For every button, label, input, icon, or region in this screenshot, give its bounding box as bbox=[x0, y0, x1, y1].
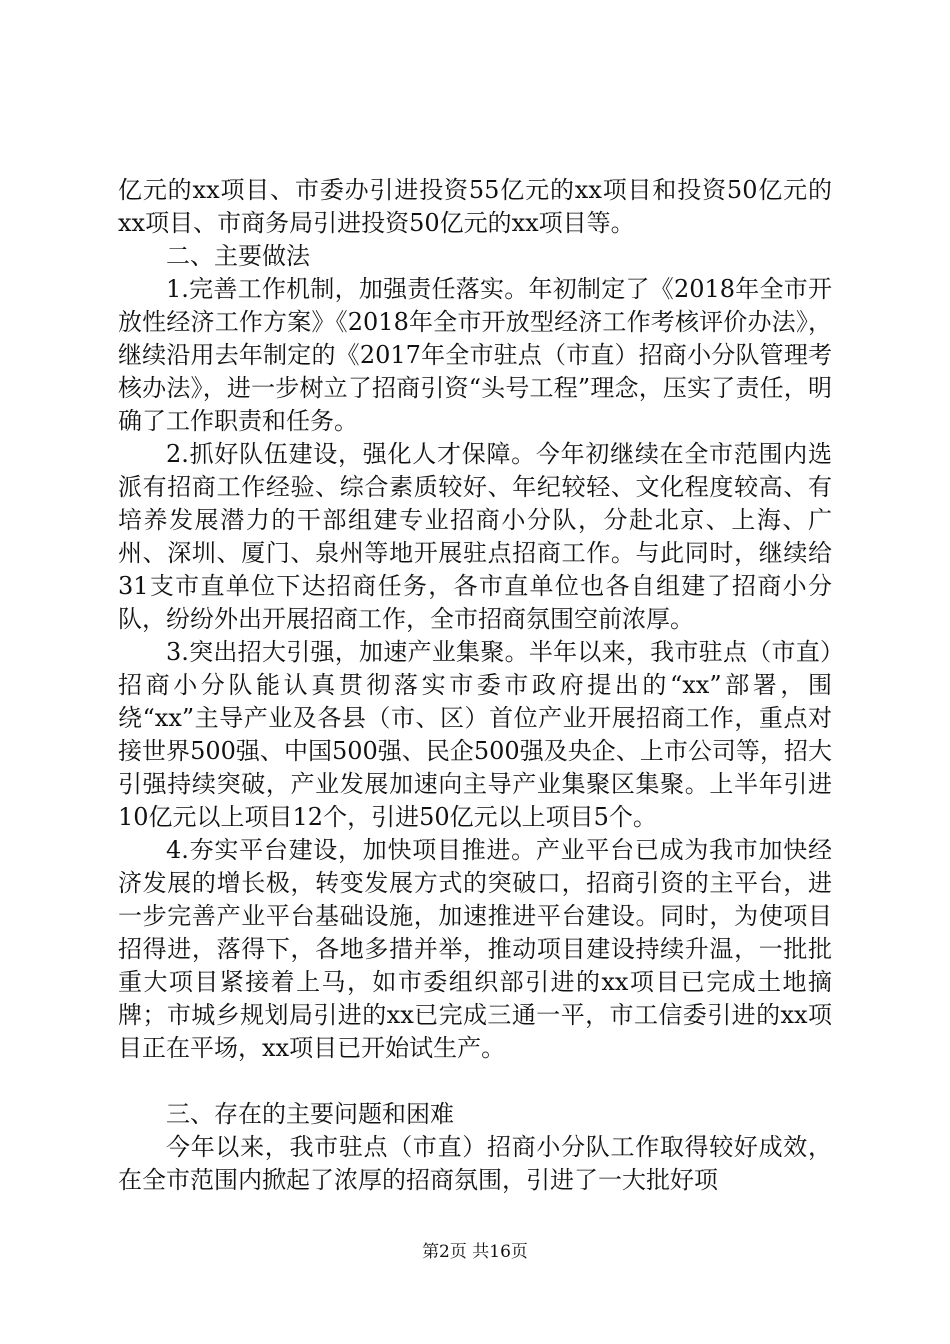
document-body bbox=[118, 174, 832, 1197]
section-heading-problems: 三、存在的主要问题和困难 bbox=[166, 1100, 454, 1128]
paragraph-platform-construction: 4.夯实平台建设，加快项目推进。产业平台已成为我市加快经济发展的增长极，转变发展方式的突破口，招商引资的主平台，进一步完善产业平台基础设施，加速推进平台建设。同时，为使项目招得进，落得下，各地多措并举，推动项目建设持续升温，一批批重大项目紧接着上马，如市委组织部引进的xx项目已完成土地摘牌；市城乡规划局引进的xx已完成三通一平，市工信委引进的xx项目正在平场，xx项目已开始试生产。 bbox=[118, 836, 832, 1062]
section-heading-main-practices: 二、主要做法 bbox=[166, 242, 310, 270]
paragraph-problems-intro: 今年以来，我市驻点（市直）招商小分队工作取得较好成效，在全市范围内掀起了浓厚的招商氛围，引进了一大批好项 bbox=[118, 1133, 832, 1194]
paragraph-industry-cluster: 3.突出招大引强，加速产业集聚。半年以来，我市驻点（市直）招商小分队能认真贯彻落实市委市政府提出的“xx”部署，围绕“xx”主导产业及各县（市、区）首位产业开展招商工作，重点对接世界500强、中国500强、民企500强及央企、上市公司等，招大引强持续突破，产业发展加速向主导产业集聚区集聚。上半年引进10亿元以上项目12个，引进50亿元以上项目5个。 bbox=[118, 638, 832, 831]
paragraph-team-building: 2.抓好队伍建设，强化人才保障。今年初继续在全市范围内选派有招商工作经验、综合素质较好、年纪较轻、文化程度较高、有培养发展潜力的干部组建专业招商小分队，分赴北京、上海、广州、深圳、厦门、泉州等地开展驻点招商工作。与此同时，继续给31支市直单位下达招商任务，各市直单位也各自组建了招商小分队，纷纷外出开展招商工作，全市招商氛围空前浓厚。 bbox=[118, 440, 832, 633]
page-footer: 第2页 共16页 bbox=[422, 1242, 528, 1262]
paragraph-work-mechanism: 1.完善工作机制，加强责任落实。年初制定了《2018年全市开放性经济工作方案》《2018年全市开放型经济工作考核评价办法》，继续沿用去年制定的《2017年全市驻点（市直）招商小分队管理考核办法》，进一步树立了招商引资“头号工程”理念，压实了责任，明确了工作职责和任务。 bbox=[118, 275, 832, 435]
paragraph-continuation: 亿元的xx项目、市委办引进投资55亿元的xx项目和投资50亿元的xx项目、市商务局引进投资50亿元的xx项目等。 bbox=[118, 176, 832, 237]
